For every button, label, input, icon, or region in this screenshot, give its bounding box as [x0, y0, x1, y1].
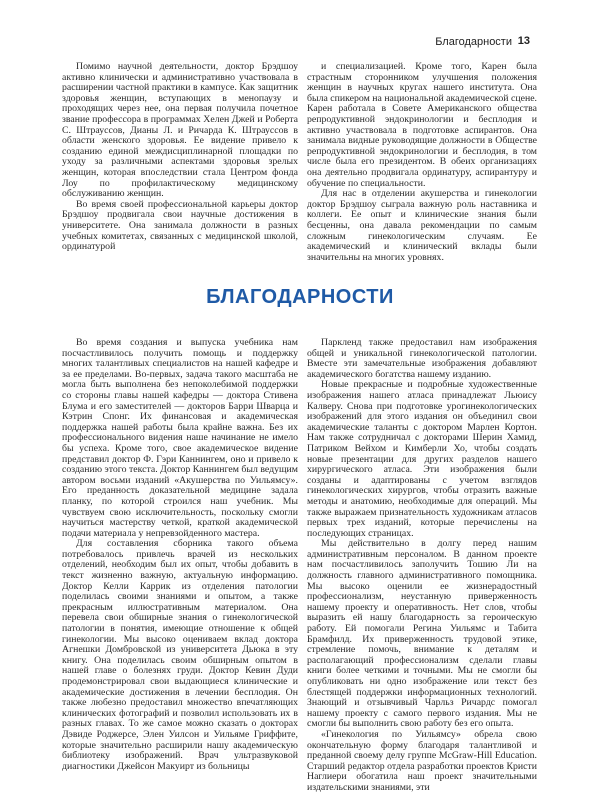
paragraph: Новые прекрасные и подробные художественные изображения нашего атласа принадлежат Льюису Калверу. Снова при подготовке урогинекологических изображений для этого издания он объединил свои академические таланты с доктором Марлен Кортон. Нам также сотрудничал с докторами Шерин Хамид, Патриком Вейхом и Кимберли Хо, чтобы создать новые презентации для других разделов нашего хирургического атласа. Эти изображения были созданы и адаптированы с учетом взглядов гинекологических хирургов, чтобы отразить важные методы и анатомию, необходимые для операций. Мы также выражаем признательность художникам атласов первых трех изданий, которые перечислены на последующих страницах. — [307, 379, 537, 539]
section-heading: БЛАГОДАРНОСТИ — [206, 286, 394, 308]
paragraph: Мы действительно в долгу перед нашим административным персоналом. В данном проекте нам посчастливилось заполучить Тошию Ли на должность главного административного помощника. Мы высоко оценили ее жизнерадостный профессионализм, неустанную приверженность нашему проекту и оперативность. Нет слов, чтобы выразить ей нашу благодарность за героическую работу. Ей помогали Регина Уильямс и Табита Брамфилд. Их приверженность трудовой этике, стремление помочь, внимание к деталям и располагающий профессионализм сделали главы книги более четкими и точными. Мы не смогли бы опубликовать ни одно изображение или текст без блестящей поддержки информационных технологий. Знающий и отзывчивый Чарльз Ричардс помогал нашему проекту с самого первого издания. Мы не смогли бы выполнить свою работу без его опыта. — [307, 538, 537, 730]
top-right-column — [307, 62, 537, 280]
top-left-column — [62, 62, 298, 280]
paragraph: Во время создания и выпуска учебника нам посчастливилось получить помощь и поддержку многих талантливых специалистов на нашей кафедре и за ее пределами. Во-первых, задача такого масштаба не могла быть выполнена без непоколебимой поддержки со стороны главы нашей кафедры — доктора Стивена Блума и его заместителей — докторов Барри Шварца и Кэтрин Спонг. Их финансовая и академическая поддержка нашей работы была крайне важна. Без их профессионального видения наше начинание не имело бы успеха. Кроме того, свое академическое видение представил доктор Ф. Гэри Каннингем, оно и привело к созданию этого текста. Доктор Каннингем был ведущим автором восьми изданий «Акушерства по Уильямсу». Его преданность доказательной медицине задала планку, по которой строился наш учебник. Мы чувствуем свою исключительность, поскольку смогли научиться мастерству четкой, краткой академической подачи материала у непревзойденного мастера. — [62, 337, 298, 539]
paragraph: Для нас в отделении акушерства и гинекологии доктор Брэдшоу сыграла важную роль наставника и коллеги. Ее опыт и клинические знания были бесценны, она давала рекомендации по самым сложным гинекологическим случаям. Ее академический и клинический вклады были значительны на многих уровнях. — [307, 188, 537, 263]
paragraph: Паркленд также предоставил нам изображения общей и уникальной гинекологической патологии. Вместе эти замечательные изображения добавляют академического богатства нашему изданию. — [307, 337, 537, 380]
bottom-left-column — [62, 337, 298, 772]
paragraph: Во время своей профессиональной карьеры доктор Брэдшоу продвигала свои научные достижения в университете. Она занимала должности в разных учебных комитетах, связанных с медицинской школой, ординатурой — [62, 198, 298, 253]
paragraph: «Гинекология по Уильямсу» обрела свою окончательную форму благодаря талантливой и преданной своему делу группе McGraw-Hill Education. Старший редактор отдела разработки проектов Кристи Наглиери обогатила наш проект значительными издательскими знаниями, эти — [307, 728, 537, 793]
running-header-title: Благодарности — [435, 36, 512, 48]
paragraph: Для составления сборника такого объема потребовалось привлечь врачей из нескольких отделений, необходим был их опыт, чтобы добавить в текст жизненно важную, актуальную информацию. Доктор Келли Каррик из отделения патологии поделилась своими знаниями и опытом, а также прекрасным иллюстративным материалом. Она перевела свои обширные знания о гинекологической патологии в понятия, имеющие отношение к общей гинекологии. Мы высоко оцениваем вклад доктора Агнешки Домбровской из университета Дьюка в эту книгу. Она поделилась своим обширным опытом в нашей главе о болезнях груди. Доктор Кевин Дуди продемонстрировал свои выдающиеся клинические и академические достижения в лечении бесплодия. Он также любезно предоставил множество впечатляющих клинических фотографий и позволил использовать их в разных главах. То же самое можно сказать о докторах Дэвиде Роджерсе, Элен Уилсон и Уильяме Гриффите, которые значительно расширили нашу академическую библиотеку изображений. Врач ультразвуковой диагностики Джейсон Макуирт из больницы — [62, 538, 298, 772]
page-number: 13 — [517, 35, 530, 47]
bottom-right-column — [307, 337, 537, 793]
paragraph: Помимо научной деятельности, доктор Брэдшоу активно клинически и административно участвовала в расширении частной практики в кампусе. Как защитник здоровья женщин, вступающих в менопаузу и проходящих через нее, она первая получила почетное звание профессора в программах Хелен Джей и Роберта С. Штрауссов, Дианы Л. и Ричарда К. Штрауссов в области женского здоровья. Ее видение привело к созданию единой междисциплинарной площадки по уходу за различными аспектами здоровья зрелых женщин, которая впоследствии стала Центром фонда Лоу по профилактическому медицинскому обслуживанию женщин. — [62, 61, 298, 200]
running-header — [0, 30, 600, 52]
paragraph: и специализацией. Кроме того, Карен была страстным сторонником улучшения положения женщин в научных кругах нашего института. Она была спикером на национальной академической сцене. Карен работала в Совете Американского общества репродуктивной эндокринологии и бесплодия и активно участвовала в подготовке аспирантов. Она занимала видные руководящие должности в Обществе репродуктивной эндокринологии и бесплодия, в том числе была его президентом. В обеих организациях она деятельно продвигала ординатуру, аспирантуру и обучение по специальности. — [307, 61, 537, 189]
